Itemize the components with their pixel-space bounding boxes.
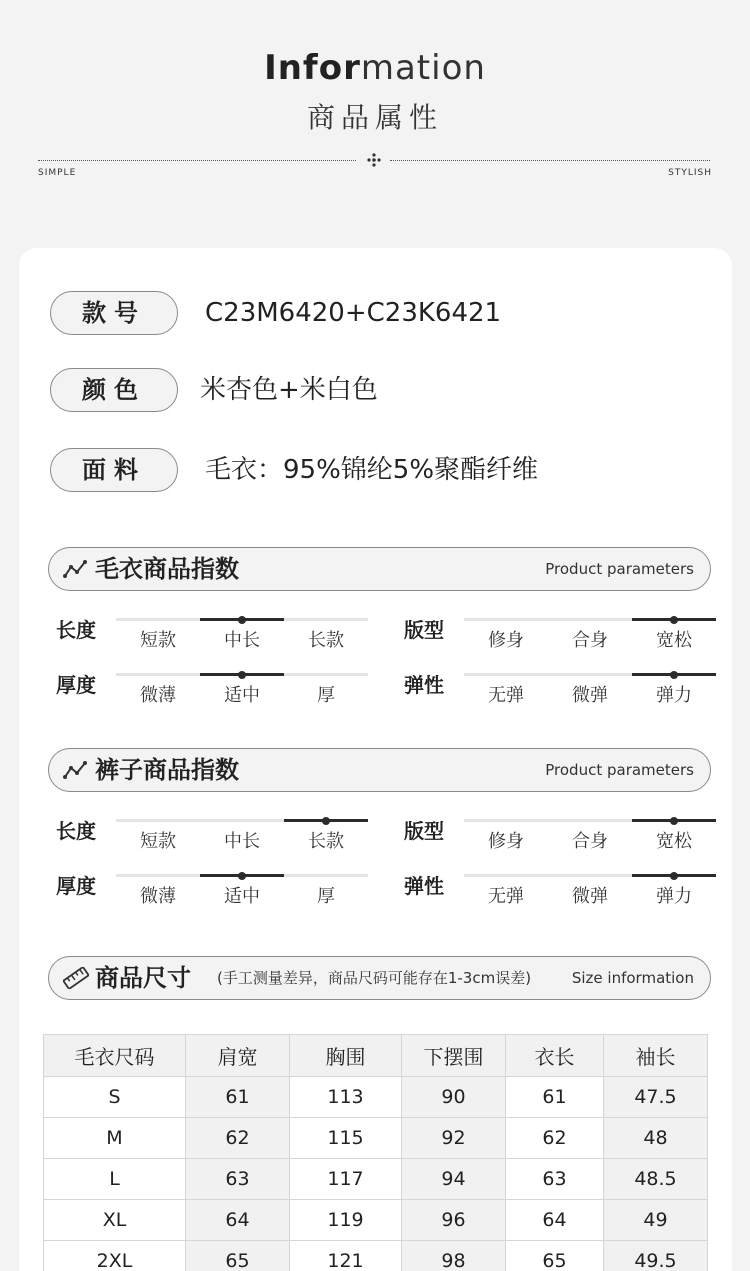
table-cell: 61 (186, 1077, 290, 1118)
scale-bar (464, 618, 548, 621)
size-info-header (48, 956, 711, 1000)
scale-option-label: 修身 (488, 831, 524, 852)
trend-line-icon (63, 759, 89, 781)
trend-line-icon (63, 558, 89, 580)
table-cell: 113 (290, 1077, 402, 1118)
param-label: 弹性 (404, 874, 444, 898)
scale-bar (548, 673, 632, 676)
scale-option-label: 无弹 (488, 685, 524, 706)
table-cell: 62 (506, 1118, 604, 1159)
scale-option (464, 819, 548, 855)
scale-option-label: 中长 (224, 630, 260, 651)
table-header: 胸围 (290, 1035, 402, 1077)
param-label: 长度 (56, 618, 96, 642)
param-scale (464, 618, 716, 654)
scale-option (548, 673, 632, 709)
scale-option-label: 宽松 (656, 831, 692, 852)
table-header: 肩宽 (186, 1035, 290, 1077)
scale-bar (116, 819, 200, 822)
divider-left (38, 160, 356, 161)
param-label: 厚度 (56, 874, 96, 898)
param-scale (116, 874, 368, 910)
tag-stylish: STYLISH (668, 168, 712, 178)
table-cell: 65 (186, 1241, 290, 1271)
table-cell: 62 (186, 1118, 290, 1159)
scale-bar (116, 673, 200, 676)
scale-option-label: 中长 (224, 831, 260, 852)
scale-marker (238, 616, 246, 624)
scale-bar (284, 618, 368, 621)
table-cell: 119 (290, 1200, 402, 1241)
table-cell: 61 (506, 1077, 604, 1118)
scale-marker (670, 616, 678, 624)
section-subtitle-en: Product parameters (545, 560, 694, 578)
table-cell: 96 (402, 1200, 506, 1241)
table-cell: 47.5 (604, 1077, 708, 1118)
table-row (44, 1159, 708, 1200)
table-cell: L (44, 1159, 186, 1200)
size-note: (手工测量差异，商品尺码可能存在1-3cm误差) (217, 969, 532, 987)
page-header (0, 0, 750, 240)
scale-option (464, 874, 548, 910)
table-row (44, 1118, 708, 1159)
table-header-row (44, 1035, 708, 1077)
table-cell: 63 (506, 1159, 604, 1200)
section-subtitle-en: Size information (571, 969, 694, 987)
scale-marker (238, 872, 246, 880)
scale-option-label: 微薄 (140, 886, 176, 907)
scale-option-label: 长款 (308, 630, 344, 651)
scale-option (116, 874, 200, 910)
scale-option (200, 673, 284, 709)
table-row (44, 1241, 708, 1271)
scale-option (464, 618, 548, 654)
scale-option-label: 长款 (308, 831, 344, 852)
scale-option (116, 819, 200, 855)
param-scale (464, 874, 716, 910)
size-table (43, 1034, 708, 1271)
sweater-index-header (48, 547, 711, 591)
scale-option (632, 874, 716, 910)
scale-option (116, 673, 200, 709)
scale-option-label: 微薄 (140, 685, 176, 706)
section-title: 商品尺寸 (95, 964, 191, 992)
scale-option-label: 厚 (317, 685, 335, 706)
scale-option (632, 673, 716, 709)
table-cell: 49 (604, 1200, 708, 1241)
attr-value: 毛衣：95%锦纶5%聚酯纤维 (205, 455, 539, 485)
table-header: 衣长 (506, 1035, 604, 1077)
pants-index-header (48, 748, 711, 792)
scale-marker (238, 671, 246, 679)
scale-option-label: 弹力 (656, 886, 692, 907)
scale-bar (464, 819, 548, 822)
table-cell: 65 (506, 1241, 604, 1271)
table-cell: 64 (506, 1200, 604, 1241)
section-title: 毛衣商品指数 (95, 555, 239, 583)
section-subtitle-en: Product parameters (545, 761, 694, 779)
scale-option (548, 874, 632, 910)
param-scale (116, 673, 368, 709)
table-row (44, 1077, 708, 1118)
scale-bar (284, 874, 368, 877)
scale-bar (284, 673, 368, 676)
scale-option-label: 宽松 (656, 630, 692, 651)
scale-bar (548, 819, 632, 822)
param-scale (116, 819, 368, 855)
scale-option (284, 618, 368, 654)
scale-option-label: 无弹 (488, 886, 524, 907)
param-label: 长度 (56, 819, 96, 843)
scale-bar (116, 618, 200, 621)
scale-marker (670, 671, 678, 679)
table-row (44, 1200, 708, 1241)
param-label: 版型 (404, 819, 444, 843)
attr-value: 米杏色+米白色 (200, 375, 378, 405)
scale-option-label: 合身 (572, 831, 608, 852)
ornament-cross-icon (366, 152, 382, 168)
size-table-body (44, 1077, 708, 1271)
table-cell: 92 (402, 1118, 506, 1159)
scale-bar (116, 874, 200, 877)
scale-marker (670, 872, 678, 880)
scale-option-label: 厚 (317, 886, 335, 907)
scale-option-label: 微弹 (572, 886, 608, 907)
table-cell: 115 (290, 1118, 402, 1159)
table-cell: 94 (402, 1159, 506, 1200)
table-header: 袖长 (604, 1035, 708, 1077)
param-label: 版型 (404, 618, 444, 642)
scale-option-label: 弹力 (656, 685, 692, 706)
scale-bar (464, 673, 548, 676)
scale-option (200, 819, 284, 855)
tag-simple: SIMPLE (38, 168, 77, 178)
table-header: 毛衣尺码 (44, 1035, 186, 1077)
table-cell: 64 (186, 1200, 290, 1241)
scale-option (548, 819, 632, 855)
param-label: 厚度 (56, 673, 96, 697)
scale-option (464, 673, 548, 709)
title-en (0, 48, 750, 88)
scale-option (284, 673, 368, 709)
scale-option-label: 短款 (140, 831, 176, 852)
title-en-light: mation (360, 48, 486, 88)
scale-option (200, 874, 284, 910)
scale-option-label: 修身 (488, 630, 524, 651)
table-cell: 117 (290, 1159, 402, 1200)
scale-option-label: 适中 (224, 685, 260, 706)
scale-bar (200, 819, 284, 822)
table-cell: 49.5 (604, 1241, 708, 1271)
attr-label: 面料 (50, 448, 178, 492)
scale-bar (464, 874, 548, 877)
scale-option (284, 819, 368, 855)
table-cell: S (44, 1077, 186, 1118)
attr-label: 颜色 (50, 368, 178, 412)
scale-option (632, 819, 716, 855)
param-scale (464, 673, 716, 709)
table-cell: 2XL (44, 1241, 186, 1271)
attr-label: 款号 (50, 291, 178, 335)
table-header: 下摆围 (402, 1035, 506, 1077)
table-cell: M (44, 1118, 186, 1159)
table-cell: 48.5 (604, 1159, 708, 1200)
ruler-icon (63, 967, 89, 989)
param-label: 弹性 (404, 673, 444, 697)
param-scale (116, 618, 368, 654)
table-cell: 48 (604, 1118, 708, 1159)
scale-option-label: 适中 (224, 886, 260, 907)
divider-right (390, 160, 710, 161)
scale-option (284, 874, 368, 910)
scale-marker (670, 817, 678, 825)
scale-option-label: 短款 (140, 630, 176, 651)
scale-option (632, 618, 716, 654)
attr-value: C23M6420+C23K6421 (205, 298, 502, 328)
table-cell: 98 (402, 1241, 506, 1271)
title-cn: 商品属性 (306, 101, 443, 134)
table-cell: XL (44, 1200, 186, 1241)
title-en-bold: Infor (264, 48, 361, 88)
scale-marker (322, 817, 330, 825)
table-cell: 90 (402, 1077, 506, 1118)
scale-option-label: 合身 (572, 630, 608, 651)
table-cell: 63 (186, 1159, 290, 1200)
section-title: 裤子商品指数 (95, 756, 239, 784)
param-scale (464, 819, 716, 855)
scale-option (116, 618, 200, 654)
table-cell: 121 (290, 1241, 402, 1271)
scale-bar (548, 874, 632, 877)
scale-bar (548, 618, 632, 621)
scale-option (200, 618, 284, 654)
scale-option (548, 618, 632, 654)
scale-option-label: 微弹 (572, 685, 608, 706)
